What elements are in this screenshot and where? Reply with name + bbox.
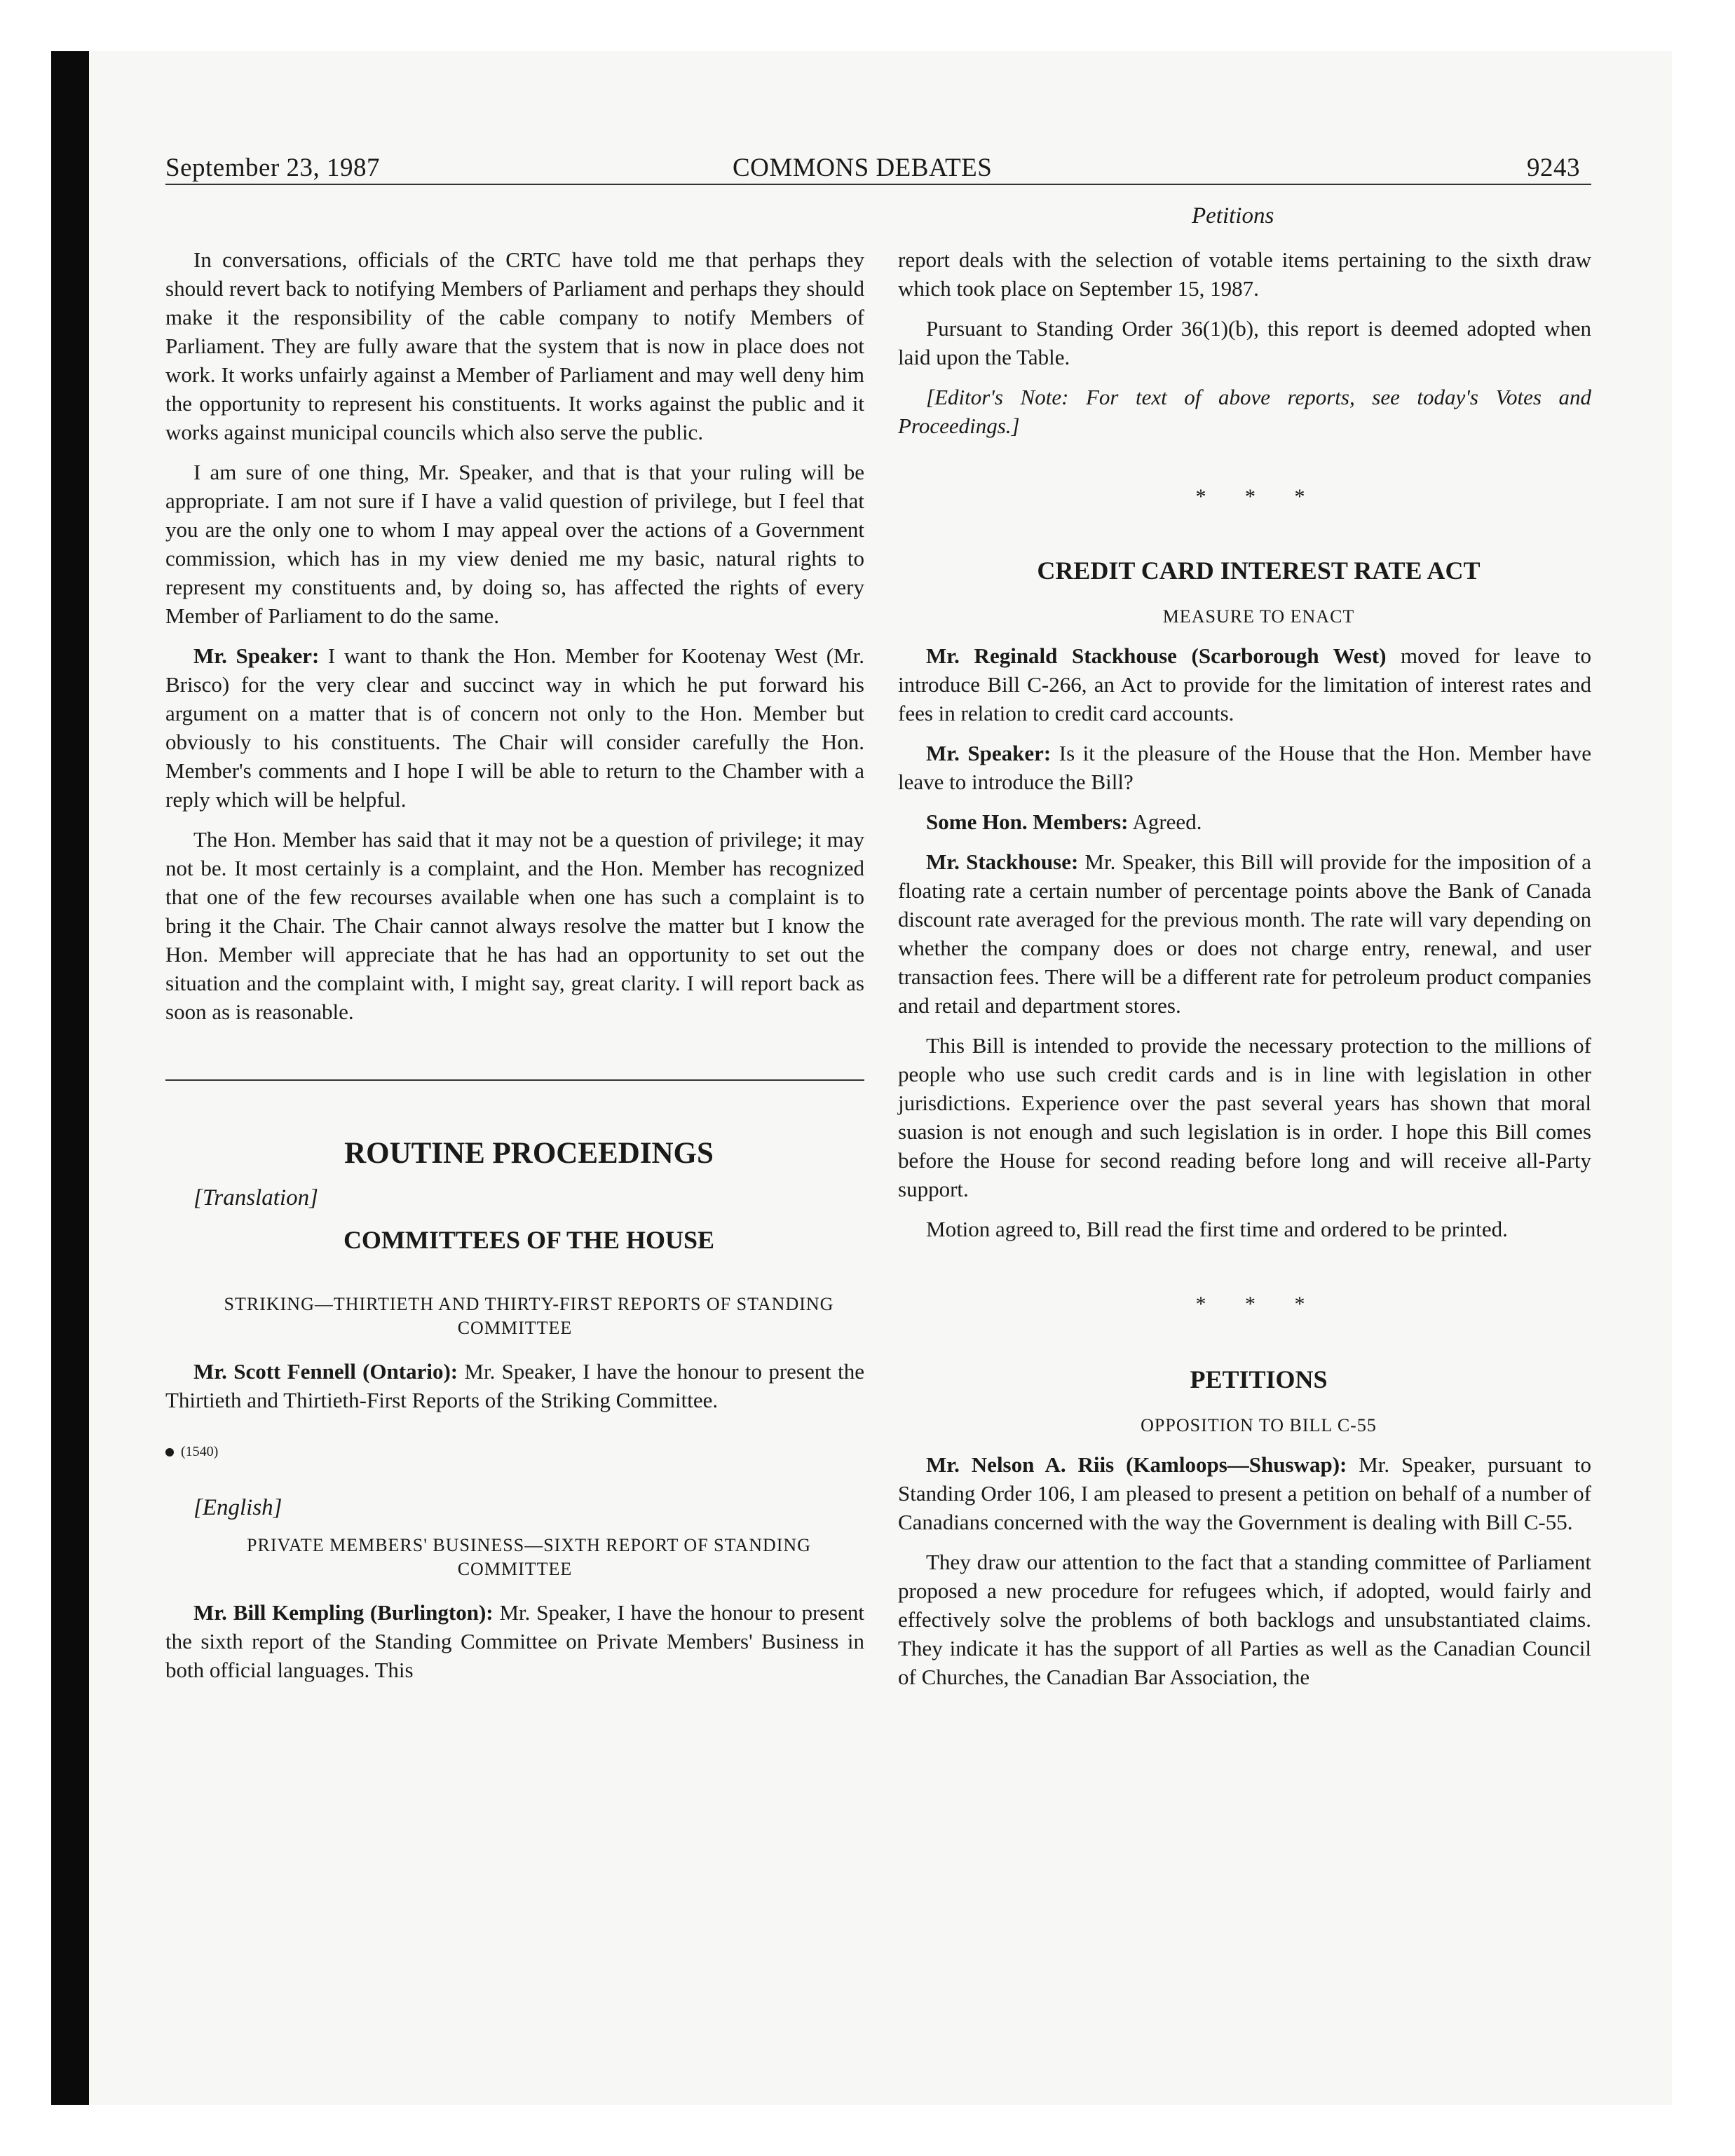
time-marker-text: (1540) [181,1444,219,1459]
bullet-icon [165,1448,174,1456]
paragraph [165,1598,864,1684]
header-date: September 23, 1987 [165,153,380,182]
speaker-name: Mr. Speaker: [193,643,320,668]
header-page-number: 9243 [1527,153,1580,182]
language-tag: [Translation] [193,1185,318,1210]
running-head-section: Petitions [1192,203,1274,228]
binding-edge [51,51,89,2105]
paragraph: The Hon. Member has said that it may not be a question of privilege; it may not be. It most certainly is a complaint, and the Hon. Member has recognized that one of the few recourses available when one has such a complaint is to bring it the Chair. The Chair cannot always resolve the matter but I know the Hon. Member will appreciate that he has had an opportunity to set out the situation and the complaint with, I might say, great clarity. I will report back as soon as is reasonable. [165,827,864,1024]
paragraph: I am sure of one thing, Mr. Speaker, and that is that your ruling will be appropriate. I am not sure if I have a valid question of privilege, but I feel that you are the only one to whom I may appeal over the actions of a Government commission, which has in my view denied me my basic, natural rights to represent my constituents and, by doing so, has affected the rights of every Member of Parliament to do the same. [165,460,864,628]
language-tag: [English] [193,1495,283,1520]
paragraph [898,1450,1591,1536]
speaker-name: Mr. Bill Kempling (Burlington): [193,1600,494,1625]
speech-text: Mr. Speaker, pursuant to Standing Order 106, I am pleased to present a petition on behalf of a number of Canadians concerned with the way the Government is dealing with Bill C-55. [898,1452,1592,1534]
paragraph: This Bill is intended to provide the necessary protection to the millions of people who use such credit cards and is in line with legislation in other jurisdictions. Experience over the past several years has shown that moral suasion is not enough and such legislation is in order. I hope this Bill comes before the House for second reading before long and will receive all-Party support. [898,1033,1591,1201]
paragraph [898,807,1591,836]
speech-text: moved for leave to introduce Bill C-266, an Act to provide for the limitation of interest rates and fees in relation to credit card accounts. [898,643,1591,725]
section-separator: * * * [1195,1292,1322,1316]
left-column [165,245,864,1696]
speaker-name: Some Hon. Members: [926,810,1129,834]
paragraph: They draw our attention to the fact that a standing committee of Parliament proposed a new procedure for refugees which, if adopted, would fairly and effectively solve the problems of both backlogs and unsubstantiated claims. They indicate it has the support of all Parties as well as the Canadian Council of Churches, the Canadian Bar Association, the [898,1550,1591,1689]
speech-text: I want to thank the Hon. Member for Kootenay West (Mr. Brisco) for the very clear and succinct way in which he put forward his argument on a matter that is of concern not only to the Hon. Member but obviously to his constituents. The Chair will consider carefully the Hon. Member's comments and I hope I will be able to return to the Chamber with a reply which will be helpful. [165,643,864,812]
header-title: COMMONS DEBATES [733,153,993,182]
item-subheading: MEASURE TO ENACT [1162,606,1355,627]
time-marker [165,1441,864,1462]
section-heading: ROUTINE PROCEEDINGS [344,1137,714,1170]
paragraph [165,641,864,814]
paragraph: Motion agreed to, Bill read the first time and ordered to be printed. [926,1217,1508,1241]
speaker-name: Mr. Scott Fennell (Ontario): [193,1359,458,1384]
speaker-name: Mr. Speaker: [926,741,1052,765]
speech-text: Mr. Speaker, I have the honour to present the Thirtieth and Thirtieth-First Reports of the Striking Committee. [165,1359,864,1412]
header-rule [165,184,1591,185]
speech-text: Mr. Speaker, I have the honour to present the sixth report of the Standing Committee on Private Members' Business in both official languages. This [165,1600,864,1682]
paragraph: In conversations, officials of the CRTC have told me that perhaps they should revert back to notifying Members of Parliament and perhaps they should make it the responsibility of the cable company to notify Members of Parliament. They are fully aware that the system that is now in place does not work. It works unfairly against a Member of Parliament and may well deny him the opportunity to represent his constituents. It works against the public and it works against municipal councils which also serve the public. [165,247,864,444]
speaker-name: Mr. Stackhouse: [926,850,1079,874]
speech-text: Mr. Speaker, this Bill will provide for the imposition of a floating rate a certain number of percentage points above the Bank of Canada discount rate averaged for the previous month. The rate will vary depending on whether the company does or does not charge entry, renewal, and user transaction fees. There will be a different rate for petroleum product companies and retail and department stores. [898,850,1591,1018]
paragraph: report deals with the selection of votable items pertaining to the sixth draw which took place on September 15, 1987. [898,247,1591,301]
section-heading: PETITIONS [1190,1365,1328,1393]
item-subheading: STRIKING—THIRTIETH AND THIRTY-FIRST REPORTS OF STANDING COMMITTEE [224,1294,834,1338]
paragraph [898,847,1591,1020]
paragraph [165,1357,864,1414]
paragraph: Pursuant to Standing Order 36(1)(b), this report is deemed adopted when laid upon the Table. [898,316,1591,369]
subsection-heading: COMMITTEES OF THE HOUSE [343,1226,715,1254]
speaker-name: Mr. Nelson A. Riis (Kamloops—Shuswap): [926,1452,1347,1477]
speech-text: Agreed. [1128,810,1202,834]
right-column [898,245,1591,1703]
speech-text: Is it the pleasure of the House that the Hon. Member have leave to introduce the Bill? [898,741,1591,794]
paragraph [898,739,1591,796]
editor-note: [Editor's Note: For text of above reports, see today's Votes and Proceedings.] [898,385,1591,438]
item-subheading: OPPOSITION TO BILL C-55 [1141,1415,1377,1435]
section-separator: * * * [1195,485,1322,508]
paragraph [898,641,1591,728]
speaker-name: Mr. Reginald Stackhouse (Scarborough West) [926,643,1387,668]
item-subheading: PRIVATE MEMBERS' BUSINESS—SIXTH REPORT OF STANDING COMMITTEE [247,1535,811,1579]
section-heading: CREDIT CARD INTEREST RATE ACT [1037,557,1481,585]
